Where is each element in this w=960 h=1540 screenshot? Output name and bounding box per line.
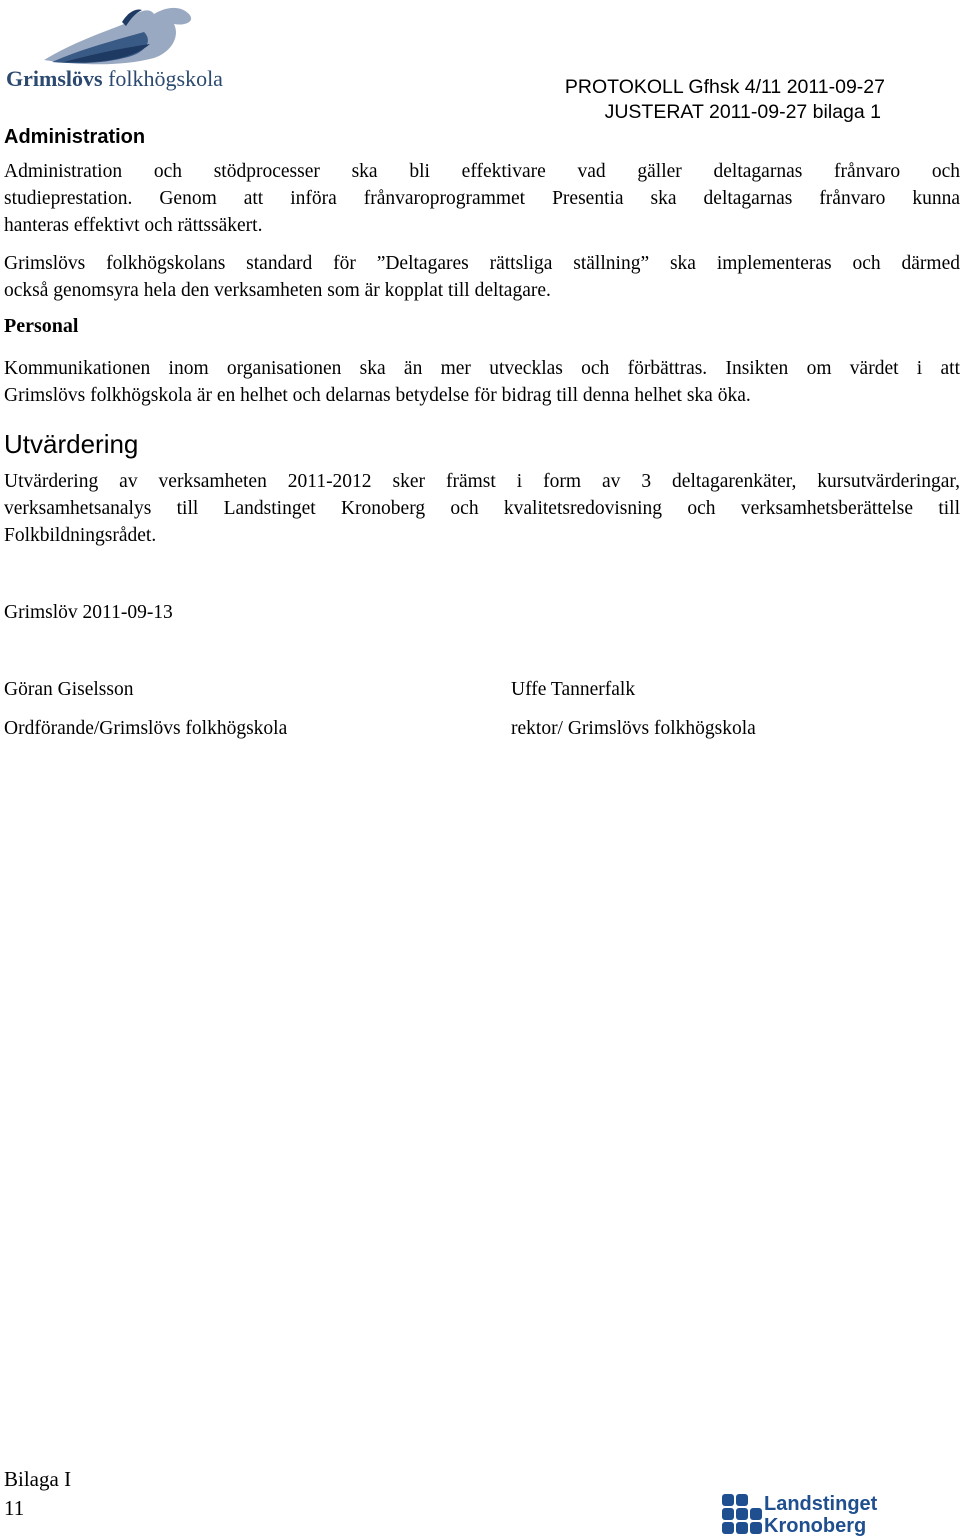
landstinget-kronoberg-logo: [722, 1492, 890, 1540]
administration-paragraph-2: [4, 250, 960, 304]
paragraph-line: också genomsyra hela den verksamheten som är kopplat till deltagare.: [4, 280, 551, 301]
protocol-reference: PROTOKOLL Gfhsk 4/11 2011-09-27: [564, 76, 885, 98]
footer-page-number: 11: [4, 1496, 25, 1520]
paragraph-line: Utvärdering av verksamheten 2011-2012 sker främst i form av 3 deltagarenkäter, kursutvärderingar,: [4, 471, 960, 492]
whale-logo-icon: [4, 2, 236, 72]
personal-paragraph: [4, 355, 960, 409]
paragraph-line: Folkbildningsrådet.: [4, 525, 157, 546]
paragraph-line: Administration och stödprocesser ska bli effektivare vad gäller deltagarnas frånvaro och: [4, 161, 960, 182]
school-logo-wordmark: Grimslövs folkhögskola: [6, 66, 223, 91]
section-heading-administration: Administration: [4, 126, 146, 148]
landstinget-emblem-icon: [722, 1494, 762, 1538]
landstinget-wordmark: Landstinget Kronoberg: [764, 1493, 878, 1537]
signatory-name-principal: Uffe Tannerfalk: [511, 679, 636, 700]
signatory-title-chair: Ordförande/Grimslövs folkhögskola: [4, 718, 288, 739]
paragraph-line: verksamhetsanalys till Landstinget Kronoberg och kvalitetsredovisning och verksamhetsberättelse till: [4, 498, 960, 519]
paragraph-line: Grimslövs folkhögskolans standard för ”Deltagares rättsliga ställning” ska implementeras och därmed: [4, 253, 960, 274]
footer-attachment-label: Bilaga I: [4, 1467, 72, 1491]
signatory-title-principal: rektor/ Grimslövs folkhögskola: [511, 718, 756, 739]
paragraph-line: hanteras effektivt och rättssäkert.: [4, 215, 263, 236]
signatory-name-chair: Göran Giselsson: [4, 679, 134, 700]
section-heading-personal: Personal: [4, 315, 79, 337]
paragraph-line: Kommunikationen inom organisationen ska än mer utvecklas och förbättras. Insikten om värdet i att: [4, 358, 960, 379]
justerat-reference: JUSTERAT 2011-09-27 bilaga 1: [604, 101, 881, 123]
place-date: Grimslöv 2011-09-13: [4, 602, 173, 623]
utvardering-paragraph: [4, 468, 960, 549]
school-logo: [4, 2, 236, 102]
paragraph-line: Grimslövs folkhögskola är en helhet och delarnas betydelse för bidrag till denna helhet ska öka.: [4, 385, 751, 406]
paragraph-line: studieprestation. Genom att införa frånvaroprogrammet Presentia ska deltagarnas frånvaro kunna: [4, 188, 960, 209]
administration-paragraph-1: [4, 158, 960, 239]
section-heading-utvardering: Utvärdering: [4, 429, 139, 459]
